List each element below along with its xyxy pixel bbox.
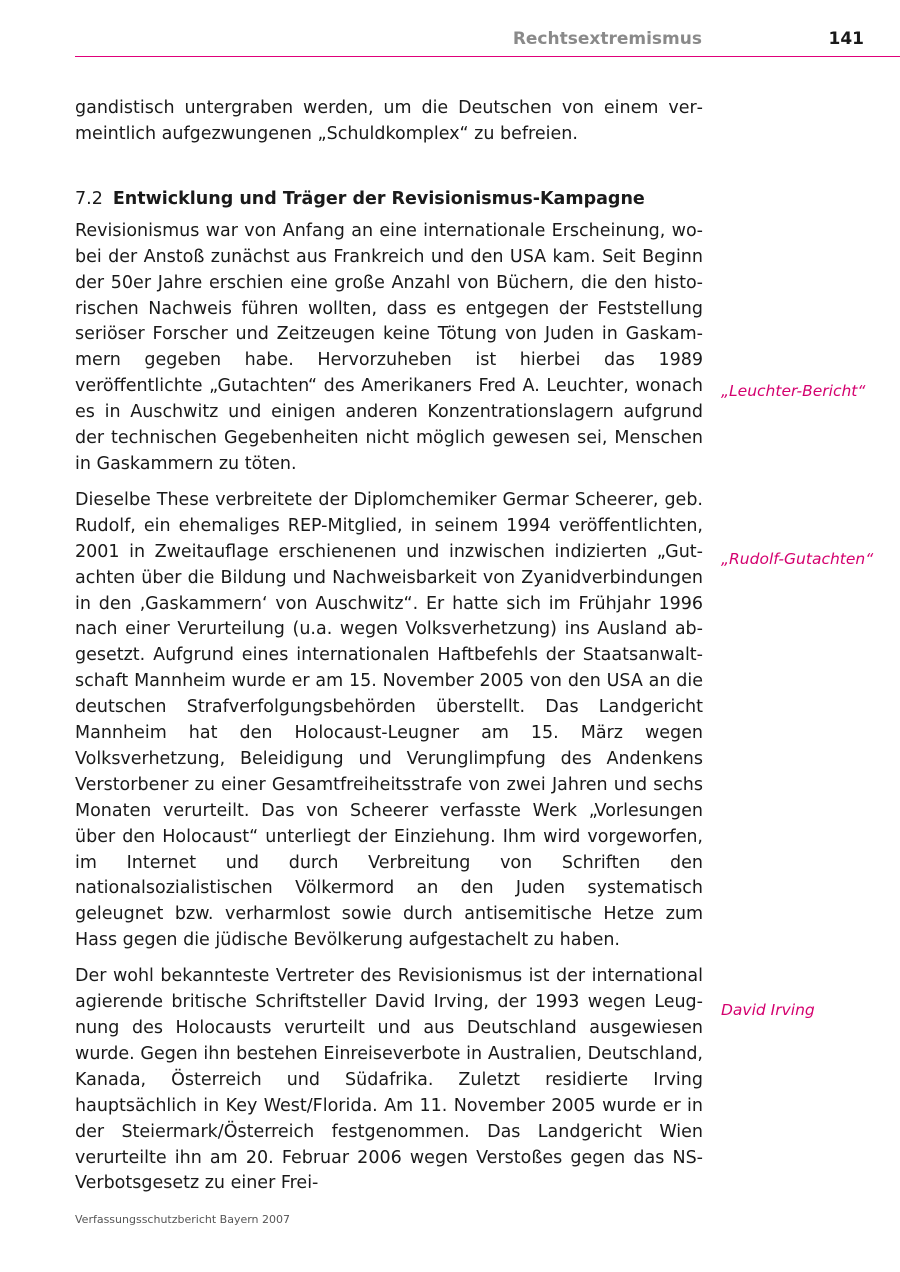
margin-note-leuchter-bericht: „Leuchter-Bericht“: [721, 382, 866, 400]
margin-note-david-irving: David Irving: [721, 1001, 815, 1019]
paragraph-irving: Der wohl bekannteste Vertreter des Revisionismus ist der international agierende britische Schriftsteller David Irving, der 1993 wegen Leugnung des Holocausts verurteilt und aus Deutschland ausgewiesen wurde. Gegen ihn bestehen Einreiseverbote in Australien, Deutschland, Kanada, Österreich und Südafrika. Zuletzt residierte Irving hauptsächlich in Key West/Florida. Am 11. November 2005 wurde er in der Steiermark/Österreich festgenommen. Das Landgericht Wien verurteilte ihn am 20. Februar 2006 wegen Verstoßes gegen das NS-Verbotsgesetz zu einer Frei-: [75, 966, 703, 1194]
margin-note-rudolf-gutachten: „Rudolf-Gutachten“: [721, 550, 874, 568]
section-number: 7.2: [75, 188, 103, 209]
paragraph-continuation: gandistisch untergraben werden, um die Deutschen von einem vermeintlich aufgezwungenen „Schuldkomplex“ zu befreien.: [75, 98, 703, 144]
section-title: Entwicklung und Träger der Revisionismus-Kampagne: [112, 188, 645, 209]
paragraph-rudolf: Dieselbe These verbreitete der Diplomchemiker Germar Scheerer, geb. Rudolf, ein ehemaliges REP-Mitglied, in seinem 1994 veröffentlichten, 2001 in Zweitauflage erschienenen und inzwischen indizierten „Gutachten über die Bildung und Nachweisbarkeit von Zyanidverbindungen in den ‚Gaskammern‘ von Auschwitz“. Er hatte sich im Frühjahr 1996 nach einer Verurteilung (u.a. wegen Volksverhetzung) ins Ausland abgesetzt. Aufgrund eines internationalen Haftbefehls der Staatsanwaltschaft Mannheim wurde er am 15. November 2005 von den USA an die deutschen Strafverfolgungsbehörden überstellt. Das Landgericht Mannheim hat den Holocaust-Leugner am 15. März wegen Volksverhetzung, Beleidigung und Verunglimpfung des Andenkens Verstorbener zu einer Gesamtfreiheitsstrafe von zwei Jahren und sechs Monaten verurteilt. Das von Scheerer verfasste Werk „Vorlesungen über den Holocaust“ unterliegt der Einziehung. Ihm wird vorgeworfen, im Internet und durch Verbreitung von Schriften den nationalsozialistischen Völkermord an den Juden systematisch geleugnet bzw. verharmlost sowie durch antisemitische Hetze zum Hass gegen die jüdische Bevölkerung aufgestachelt zu haben.: [75, 489, 703, 951]
section-heading: [75, 187, 703, 212]
running-header-title: Rechtsextremismus: [512, 29, 702, 49]
paragraph-revisionism-origins: Revisionismus war von Anfang an eine internationale Erscheinung, wobei der Anstoß zunächst aus Frankreich und den USA kam. Seit Beginn der 50er Jahre erschien eine große Anzahl von Büchern, die den historischen Nachweis führen wollten, dass es entgegen der Feststellung seriöser Forscher und Zeitzeugen keine Tötung von Juden in Gaskammern gegeben habe. Hervorzuheben ist hierbei das 1989 veröffentlichte „Gutachten“ des Amerikaners Fred A. Leuchter, wonach es in Auschwitz und einigen anderen Konzentrationslagern aufgrund der technischen Gegebenheiten nicht möglich gewesen sei, Menschen in Gaskammern zu töten.: [75, 220, 703, 474]
main-text-column: [75, 96, 703, 1197]
header-rule: [75, 56, 900, 57]
page-footer: Verfassungsschutzbericht Bayern 2007: [75, 1213, 291, 1226]
page-number: 141: [828, 29, 864, 49]
